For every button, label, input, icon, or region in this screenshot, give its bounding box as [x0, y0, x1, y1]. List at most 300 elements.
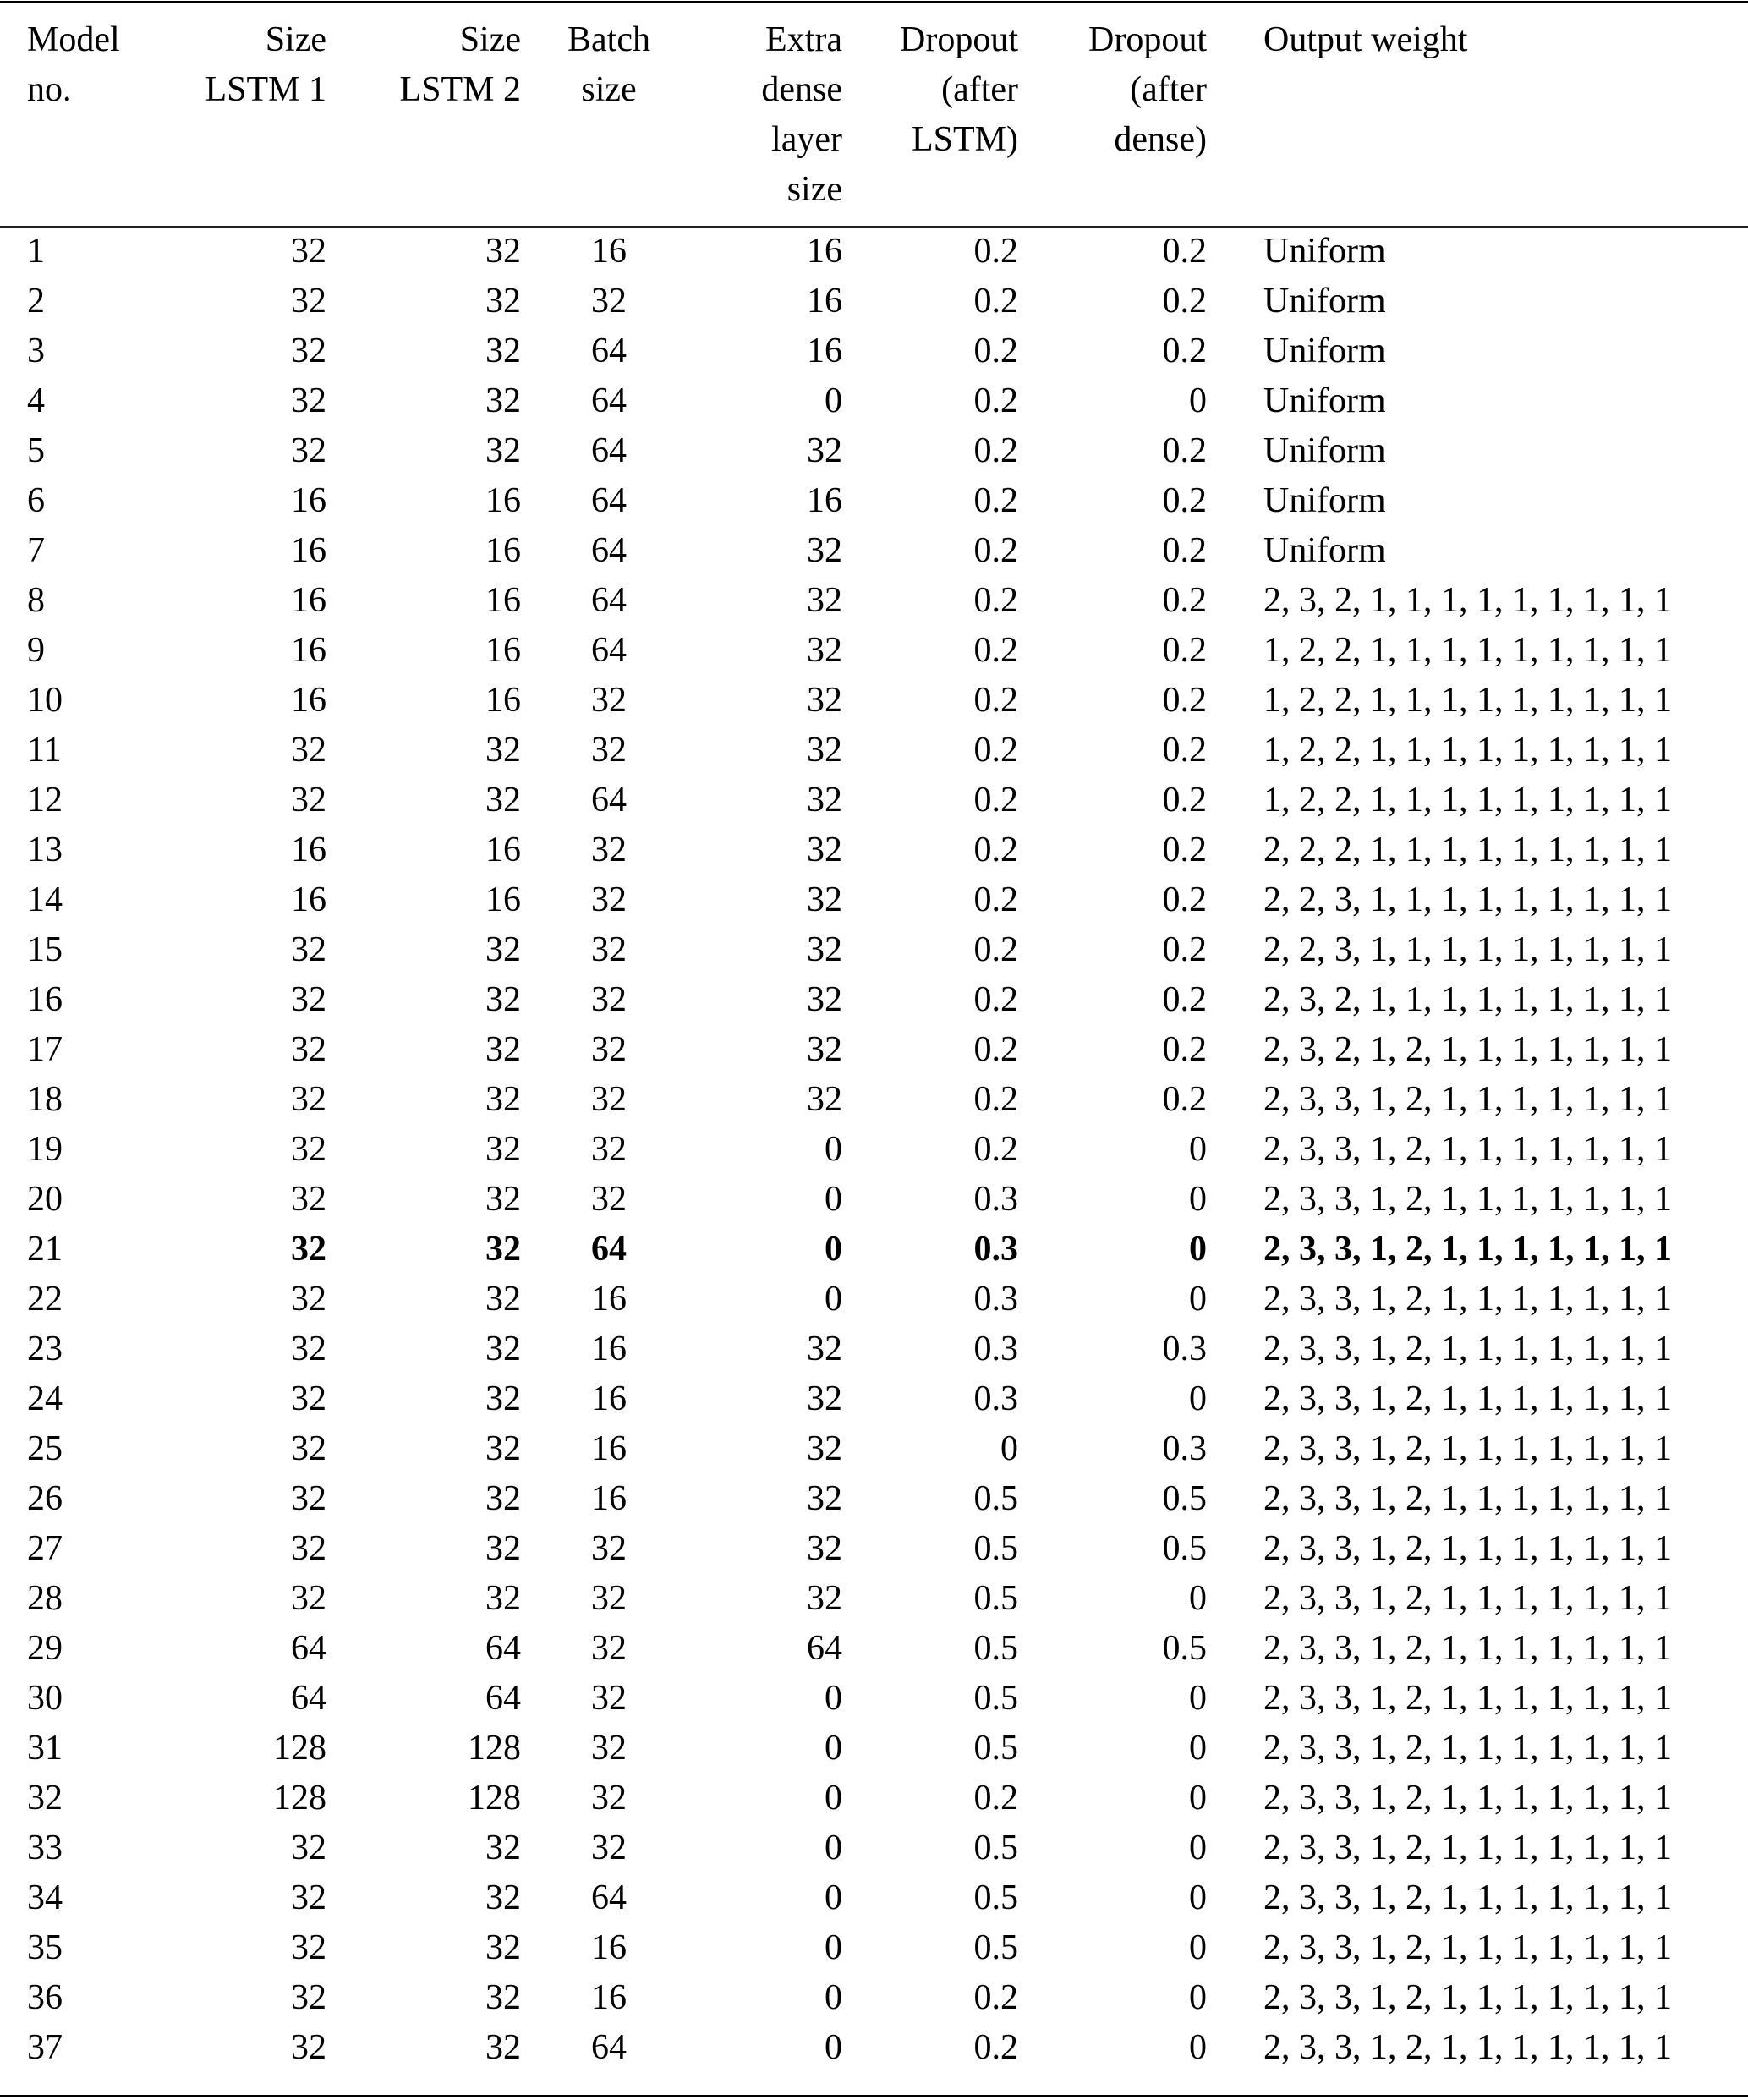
cell-size-lstm-1: 32	[291, 282, 326, 321]
cell-dropout-after-dense: 0.2	[1162, 731, 1207, 770]
left-margin	[0, 1474, 27, 1524]
cell-dropout-after-lstm: 0	[1000, 1429, 1018, 1468]
cell-dropout-after-lstm: 0.5	[973, 1629, 1018, 1668]
cell-batch-size: 16	[591, 1280, 627, 1319]
cell-extra-dense-layer-size: 32	[807, 731, 842, 770]
cell-size-lstm-1: 32	[291, 1429, 326, 1468]
header-line: Dropout	[1088, 20, 1207, 59]
cell-dropout-after-lstm: 0.5	[973, 1579, 1018, 1618]
cell-model-no: 28	[27, 1579, 63, 1618]
cell-size-lstm-1: 16	[291, 631, 326, 670]
cell-batch-size: 16	[591, 232, 627, 271]
header-model-no	[27, 3, 179, 215]
cell-model-no: 33	[27, 1829, 63, 1867]
left-margin	[0, 476, 27, 526]
column-gap	[1207, 1275, 1263, 1324]
header-line: Model	[27, 20, 120, 59]
left-margin	[0, 426, 27, 476]
cell-size-lstm-2: 32	[485, 1529, 521, 1568]
cell-batch-size: 32	[591, 1529, 627, 1568]
table-row	[0, 277, 1737, 326]
cell-size-lstm-1: 64	[291, 1629, 326, 1668]
header-row	[0, 3, 1737, 215]
left-margin	[0, 1524, 27, 1574]
cell-model-no: 9	[27, 631, 45, 670]
cell-output-weight: 2, 3, 3, 1, 2, 1, 1, 1, 1, 1, 1, 1	[1263, 1429, 1672, 1468]
left-margin	[0, 1025, 27, 1075]
left-margin	[0, 776, 27, 825]
cell-model-no: 21	[27, 1230, 63, 1269]
left-margin	[0, 2023, 27, 2073]
table-row	[0, 825, 1737, 875]
cell-extra-dense-layer-size: 32	[807, 1379, 842, 1418]
cell-extra-dense-layer-size: 32	[807, 1479, 842, 1518]
cell-size-lstm-2: 32	[485, 930, 521, 969]
cell-size-lstm-2: 32	[485, 1080, 521, 1119]
cell-size-lstm-2: 32	[485, 2028, 521, 2067]
cell-batch-size: 64	[591, 332, 627, 370]
cell-size-lstm-2: 32	[485, 1429, 521, 1468]
table-row	[0, 215, 1737, 277]
cell-output-weight: 2, 3, 2, 1, 1, 1, 1, 1, 1, 1, 1, 1	[1263, 581, 1672, 620]
column-gap	[1207, 1075, 1263, 1125]
column-gap	[1207, 3, 1263, 215]
cell-size-lstm-2: 32	[485, 1928, 521, 1967]
cell-size-lstm-2: 32	[485, 731, 521, 770]
cell-size-lstm-2: 32	[485, 1230, 521, 1269]
cell-dropout-after-lstm: 0.5	[973, 1878, 1018, 1917]
cell-size-lstm-1: 32	[291, 1379, 326, 1418]
cell-extra-dense-layer-size: 0	[825, 1679, 842, 1718]
table-row	[0, 1923, 1737, 1973]
cell-dropout-after-lstm: 0.2	[973, 2028, 1018, 2067]
left-margin	[0, 1125, 27, 1175]
header-batch-size	[521, 3, 697, 215]
cell-dropout-after-lstm: 0.2	[973, 1030, 1018, 1069]
column-gap	[1207, 2023, 1263, 2073]
cell-dropout-after-dense: 0.5	[1162, 1479, 1207, 1518]
cell-output-weight: 2, 3, 3, 1, 2, 1, 1, 1, 1, 1, 1, 1	[1263, 1379, 1672, 1418]
cell-size-lstm-1: 32	[291, 1080, 326, 1119]
table-row	[0, 1973, 1737, 2023]
cell-dropout-after-lstm: 0.2	[973, 1080, 1018, 1119]
header-line: (after	[1130, 70, 1207, 109]
column-gap	[1207, 726, 1263, 776]
cell-size-lstm-2: 32	[485, 1579, 521, 1618]
cell-batch-size: 64	[591, 1230, 627, 1269]
cell-model-no: 2	[27, 282, 45, 321]
column-gap	[1207, 1474, 1263, 1524]
cell-size-lstm-2: 32	[485, 1829, 521, 1867]
left-margin	[0, 576, 27, 626]
cell-size-lstm-2: 16	[485, 681, 521, 720]
column-gap	[1207, 277, 1263, 326]
table-row	[0, 1674, 1737, 1724]
left-margin	[0, 925, 27, 975]
cell-batch-size: 64	[591, 531, 627, 570]
cell-model-no: 15	[27, 930, 63, 969]
left-margin	[0, 277, 27, 326]
table-row	[0, 1624, 1737, 1674]
cell-output-weight: Uniform	[1263, 232, 1386, 271]
column-gap	[1207, 776, 1263, 825]
cell-size-lstm-1: 16	[291, 481, 326, 520]
cell-size-lstm-2: 32	[485, 980, 521, 1019]
header-line: (after	[941, 70, 1018, 109]
left-margin	[0, 1424, 27, 1474]
cell-model-no: 3	[27, 332, 45, 370]
column-gap	[1207, 1973, 1263, 2023]
cell-output-weight: 2, 3, 3, 1, 2, 1, 1, 1, 1, 1, 1, 1	[1263, 1230, 1672, 1269]
cell-size-lstm-1: 16	[291, 681, 326, 720]
cell-size-lstm-2: 32	[485, 232, 521, 271]
cell-dropout-after-dense: 0.5	[1162, 1629, 1207, 1668]
cell-size-lstm-1: 32	[291, 731, 326, 770]
cell-dropout-after-dense: 0	[1189, 1978, 1207, 2017]
table-row	[0, 925, 1737, 975]
cell-model-no: 10	[27, 681, 63, 720]
cell-extra-dense-layer-size: 32	[807, 1529, 842, 1568]
cell-extra-dense-layer-size: 32	[807, 1080, 842, 1119]
table-row	[0, 476, 1737, 526]
cell-size-lstm-1: 32	[291, 1928, 326, 1967]
cell-dropout-after-lstm: 0.5	[973, 1679, 1018, 1718]
cell-extra-dense-layer-size: 0	[825, 1878, 842, 1917]
cell-size-lstm-2: 32	[485, 1180, 521, 1219]
table-row	[0, 1175, 1737, 1225]
cell-dropout-after-lstm: 0.2	[973, 232, 1018, 271]
cell-batch-size: 32	[591, 1729, 627, 1768]
cell-size-lstm-1: 16	[291, 831, 326, 869]
cell-batch-size: 16	[591, 1330, 627, 1368]
table-row	[0, 776, 1737, 825]
cell-output-weight: 2, 3, 3, 1, 2, 1, 1, 1, 1, 1, 1, 1	[1263, 1928, 1672, 1967]
column-gap	[1207, 1374, 1263, 1424]
column-gap	[1207, 1025, 1263, 1075]
header-line: layer	[771, 120, 842, 159]
cell-output-weight: 2, 3, 3, 1, 2, 1, 1, 1, 1, 1, 1, 1	[1263, 1280, 1672, 1319]
cell-dropout-after-dense: 0.2	[1162, 232, 1207, 271]
cell-batch-size: 32	[591, 1080, 627, 1119]
left-margin	[0, 825, 27, 875]
left-margin	[0, 726, 27, 776]
column-gap	[1207, 1125, 1263, 1175]
cell-extra-dense-layer-size: 0	[825, 1729, 842, 1768]
cell-extra-dense-layer-size: 0	[825, 1978, 842, 2017]
cell-dropout-after-dense: 0	[1189, 381, 1207, 420]
column-gap	[1207, 1574, 1263, 1624]
cell-output-weight: 2, 2, 3, 1, 1, 1, 1, 1, 1, 1, 1, 1	[1263, 930, 1672, 969]
left-margin	[0, 1873, 27, 1923]
column-gap	[1207, 1225, 1263, 1275]
cell-dropout-after-lstm: 0.2	[973, 282, 1018, 321]
cell-dropout-after-dense: 0.2	[1162, 781, 1207, 820]
column-gap	[1207, 526, 1263, 576]
cell-size-lstm-1: 32	[291, 1180, 326, 1219]
cell-dropout-after-lstm: 0.3	[973, 1230, 1018, 1269]
cell-dropout-after-lstm: 0.2	[973, 1130, 1018, 1169]
cell-size-lstm-1: 32	[291, 1130, 326, 1169]
cell-batch-size: 32	[591, 880, 627, 919]
cell-dropout-after-dense: 0.2	[1162, 581, 1207, 620]
cell-dropout-after-lstm: 0.2	[973, 381, 1018, 420]
header-line: dense	[761, 70, 842, 109]
column-gap	[1207, 426, 1263, 476]
header-size-lstm-1	[179, 3, 326, 215]
cell-batch-size: 64	[591, 631, 627, 670]
table-row	[0, 1424, 1737, 1474]
cell-extra-dense-layer-size: 64	[807, 1629, 842, 1668]
cell-batch-size: 32	[591, 1779, 627, 1818]
cell-dropout-after-lstm: 0.3	[973, 1180, 1018, 1219]
cell-size-lstm-1: 32	[291, 1479, 326, 1518]
left-margin	[0, 1225, 27, 1275]
table-row	[0, 1275, 1737, 1324]
column-gap	[1207, 1923, 1263, 1973]
cell-batch-size: 32	[591, 1829, 627, 1867]
cell-output-weight: 2, 3, 3, 1, 2, 1, 1, 1, 1, 1, 1, 1	[1263, 1479, 1672, 1518]
cell-output-weight: 2, 3, 3, 1, 2, 1, 1, 1, 1, 1, 1, 1	[1263, 1829, 1672, 1867]
left-margin	[0, 1674, 27, 1724]
cell-extra-dense-layer-size: 32	[807, 631, 842, 670]
cell-size-lstm-2: 128	[468, 1779, 521, 1818]
cell-output-weight: 2, 3, 3, 1, 2, 1, 1, 1, 1, 1, 1, 1	[1263, 1180, 1672, 1219]
column-gap	[1207, 376, 1263, 426]
cell-model-no: 13	[27, 831, 63, 869]
cell-dropout-after-dense: 0	[1189, 1180, 1207, 1219]
cell-model-no: 12	[27, 781, 63, 820]
hyperparameter-table	[0, 3, 1737, 2073]
cell-model-no: 22	[27, 1280, 63, 1319]
cell-dropout-after-lstm: 0.2	[973, 631, 1018, 670]
cell-size-lstm-1: 32	[291, 1230, 326, 1269]
column-gap	[1207, 1624, 1263, 1674]
cell-output-weight: 2, 3, 3, 1, 2, 1, 1, 1, 1, 1, 1, 1	[1263, 1729, 1672, 1768]
cell-output-weight: 2, 3, 3, 1, 2, 1, 1, 1, 1, 1, 1, 1	[1263, 1529, 1672, 1568]
header-line: size	[786, 170, 842, 209]
left-margin	[0, 1374, 27, 1424]
left-margin	[0, 1075, 27, 1125]
table-row	[0, 426, 1737, 476]
left-margin	[0, 1624, 27, 1674]
left-margin	[0, 1574, 27, 1624]
cell-extra-dense-layer-size: 32	[807, 781, 842, 820]
column-gap	[1207, 1774, 1263, 1823]
cell-extra-dense-layer-size: 0	[825, 2028, 842, 2067]
cell-dropout-after-dense: 0.2	[1162, 1030, 1207, 1069]
cell-output-weight: Uniform	[1263, 431, 1386, 470]
cell-batch-size: 64	[591, 381, 627, 420]
cell-dropout-after-lstm: 0.2	[973, 481, 1018, 520]
cell-size-lstm-1: 32	[291, 1978, 326, 2017]
cell-model-no: 20	[27, 1180, 63, 1219]
cell-model-no: 24	[27, 1379, 63, 1418]
cell-model-no: 11	[27, 731, 62, 770]
cell-batch-size: 32	[591, 1030, 627, 1069]
header-dropout-after-lstm	[842, 3, 1018, 215]
table-row	[0, 975, 1737, 1025]
cell-output-weight: Uniform	[1263, 282, 1386, 321]
cell-model-no: 25	[27, 1429, 63, 1468]
header-line: dense)	[1114, 120, 1207, 159]
cell-model-no: 32	[27, 1779, 63, 1818]
cell-output-weight: 2, 3, 3, 1, 2, 1, 1, 1, 1, 1, 1, 1	[1263, 1629, 1672, 1668]
cell-batch-size: 16	[591, 1379, 627, 1418]
left-margin	[0, 326, 27, 376]
cell-batch-size: 16	[591, 1928, 627, 1967]
cell-dropout-after-lstm: 0.2	[973, 581, 1018, 620]
cell-size-lstm-1: 32	[291, 1829, 326, 1867]
cell-size-lstm-2: 32	[485, 431, 521, 470]
cell-size-lstm-1: 128	[273, 1779, 326, 1818]
cell-output-weight: Uniform	[1263, 531, 1386, 570]
column-gap	[1207, 1724, 1263, 1774]
cell-batch-size: 64	[591, 2028, 627, 2067]
left-margin	[0, 875, 27, 925]
cell-output-weight: 1, 2, 2, 1, 1, 1, 1, 1, 1, 1, 1, 1	[1263, 731, 1672, 770]
cell-size-lstm-2: 16	[485, 831, 521, 869]
cell-size-lstm-2: 32	[485, 1280, 521, 1319]
left-margin	[0, 526, 27, 576]
cell-dropout-after-lstm: 0.2	[973, 332, 1018, 370]
header-line: size	[581, 70, 637, 109]
cell-batch-size: 16	[591, 1429, 627, 1468]
cell-batch-size: 64	[591, 481, 627, 520]
cell-size-lstm-2: 64	[485, 1629, 521, 1668]
cell-dropout-after-lstm: 0.2	[973, 880, 1018, 919]
table-body	[0, 215, 1737, 2073]
cell-dropout-after-dense: 0.2	[1162, 681, 1207, 720]
table-row	[0, 1574, 1737, 1624]
cell-dropout-after-lstm: 0.3	[973, 1379, 1018, 1418]
cell-batch-size: 32	[591, 1629, 627, 1668]
cell-extra-dense-layer-size: 32	[807, 531, 842, 570]
cell-dropout-after-lstm: 0.3	[973, 1280, 1018, 1319]
cell-dropout-after-lstm: 0.5	[973, 1479, 1018, 1518]
cell-model-no: 8	[27, 581, 45, 620]
table-row	[0, 1474, 1737, 1524]
column-gap	[1207, 975, 1263, 1025]
left-margin	[0, 975, 27, 1025]
cell-dropout-after-lstm: 0.2	[973, 781, 1018, 820]
cell-dropout-after-dense: 0.2	[1162, 631, 1207, 670]
cell-dropout-after-lstm: 0.2	[973, 1978, 1018, 2017]
cell-model-no: 30	[27, 1679, 63, 1718]
cell-output-weight: 1, 2, 2, 1, 1, 1, 1, 1, 1, 1, 1, 1	[1263, 681, 1672, 720]
cell-extra-dense-layer-size: 16	[807, 232, 842, 271]
cell-output-weight: 2, 3, 3, 1, 2, 1, 1, 1, 1, 1, 1, 1	[1263, 1330, 1672, 1368]
header-line: Dropout	[900, 20, 1018, 59]
cell-extra-dense-layer-size: 32	[807, 681, 842, 720]
column-gap	[1207, 576, 1263, 626]
table-row	[0, 1823, 1737, 1873]
cell-model-no: 29	[27, 1629, 63, 1668]
cell-dropout-after-lstm: 0.3	[973, 1330, 1018, 1368]
cell-dropout-after-dense: 0	[1189, 1729, 1207, 1768]
cell-output-weight: 2, 3, 2, 1, 2, 1, 1, 1, 1, 1, 1, 1	[1263, 1030, 1672, 1069]
header-line: Size	[265, 20, 326, 59]
table-row	[0, 576, 1737, 626]
cell-extra-dense-layer-size: 0	[825, 1230, 842, 1269]
table-row	[0, 875, 1737, 925]
cell-dropout-after-lstm: 0.5	[973, 1529, 1018, 1568]
cell-extra-dense-layer-size: 32	[807, 930, 842, 969]
cell-dropout-after-lstm: 0.2	[973, 731, 1018, 770]
column-gap	[1207, 1674, 1263, 1724]
cell-dropout-after-dense: 0.2	[1162, 1080, 1207, 1119]
cell-output-weight: Uniform	[1263, 481, 1386, 520]
cell-dropout-after-dense: 0.2	[1162, 431, 1207, 470]
table-row	[0, 326, 1737, 376]
cell-model-no: 37	[27, 2028, 63, 2067]
left-margin	[0, 1175, 27, 1225]
cell-size-lstm-2: 32	[485, 1330, 521, 1368]
cell-batch-size: 32	[591, 731, 627, 770]
cell-extra-dense-layer-size: 0	[825, 381, 842, 420]
cell-dropout-after-lstm: 0.2	[973, 681, 1018, 720]
cell-model-no: 19	[27, 1130, 63, 1169]
cell-size-lstm-2: 16	[485, 581, 521, 620]
cell-size-lstm-1: 16	[291, 531, 326, 570]
cell-size-lstm-1: 32	[291, 1330, 326, 1368]
table-row	[0, 1125, 1737, 1175]
cell-model-no: 7	[27, 531, 45, 570]
cell-batch-size: 64	[591, 431, 627, 470]
cell-output-weight: 2, 3, 3, 1, 2, 1, 1, 1, 1, 1, 1, 1	[1263, 1679, 1672, 1718]
cell-extra-dense-layer-size: 0	[825, 1180, 842, 1219]
cell-output-weight: 2, 2, 2, 1, 1, 1, 1, 1, 1, 1, 1, 1	[1263, 831, 1672, 869]
cell-size-lstm-2: 32	[485, 282, 521, 321]
header-line: Extra	[765, 20, 842, 59]
cell-model-no: 27	[27, 1529, 63, 1568]
cell-batch-size: 16	[591, 1479, 627, 1518]
cell-model-no: 36	[27, 1978, 63, 2017]
cell-size-lstm-2: 32	[485, 1878, 521, 1917]
cell-model-no: 17	[27, 1030, 63, 1069]
cell-size-lstm-1: 32	[291, 431, 326, 470]
cell-size-lstm-1: 16	[291, 880, 326, 919]
cell-size-lstm-2: 16	[485, 531, 521, 570]
cell-size-lstm-1: 32	[291, 381, 326, 420]
cell-model-no: 35	[27, 1928, 63, 1967]
cell-batch-size: 32	[591, 1679, 627, 1718]
cell-output-weight: 2, 3, 3, 1, 2, 1, 1, 1, 1, 1, 1, 1	[1263, 1978, 1672, 2017]
column-gap	[1207, 875, 1263, 925]
cell-output-weight: 2, 3, 3, 1, 2, 1, 1, 1, 1, 1, 1, 1	[1263, 1579, 1672, 1618]
cell-batch-size: 64	[591, 781, 627, 820]
cell-dropout-after-lstm: 0.2	[973, 980, 1018, 1019]
column-gap	[1207, 326, 1263, 376]
cell-dropout-after-lstm: 0.2	[973, 831, 1018, 869]
cell-size-lstm-1: 32	[291, 1280, 326, 1319]
cell-batch-size: 32	[591, 1180, 627, 1219]
cell-batch-size: 32	[591, 1130, 627, 1169]
cell-size-lstm-2: 16	[485, 880, 521, 919]
cell-size-lstm-2: 16	[485, 481, 521, 520]
table-row	[0, 726, 1737, 776]
cell-output-weight: 1, 2, 2, 1, 1, 1, 1, 1, 1, 1, 1, 1	[1263, 781, 1672, 820]
cell-dropout-after-dense: 0	[1189, 1829, 1207, 1867]
cell-size-lstm-2: 32	[485, 381, 521, 420]
cell-batch-size: 32	[591, 930, 627, 969]
header-line: Batch	[567, 20, 650, 59]
cell-size-lstm-2: 32	[485, 781, 521, 820]
cell-output-weight: Uniform	[1263, 381, 1386, 420]
cell-dropout-after-dense: 0	[1189, 1878, 1207, 1917]
table-row	[0, 676, 1737, 726]
cell-dropout-after-dense: 0.2	[1162, 880, 1207, 919]
header-dropout-after-dense	[1018, 3, 1207, 215]
